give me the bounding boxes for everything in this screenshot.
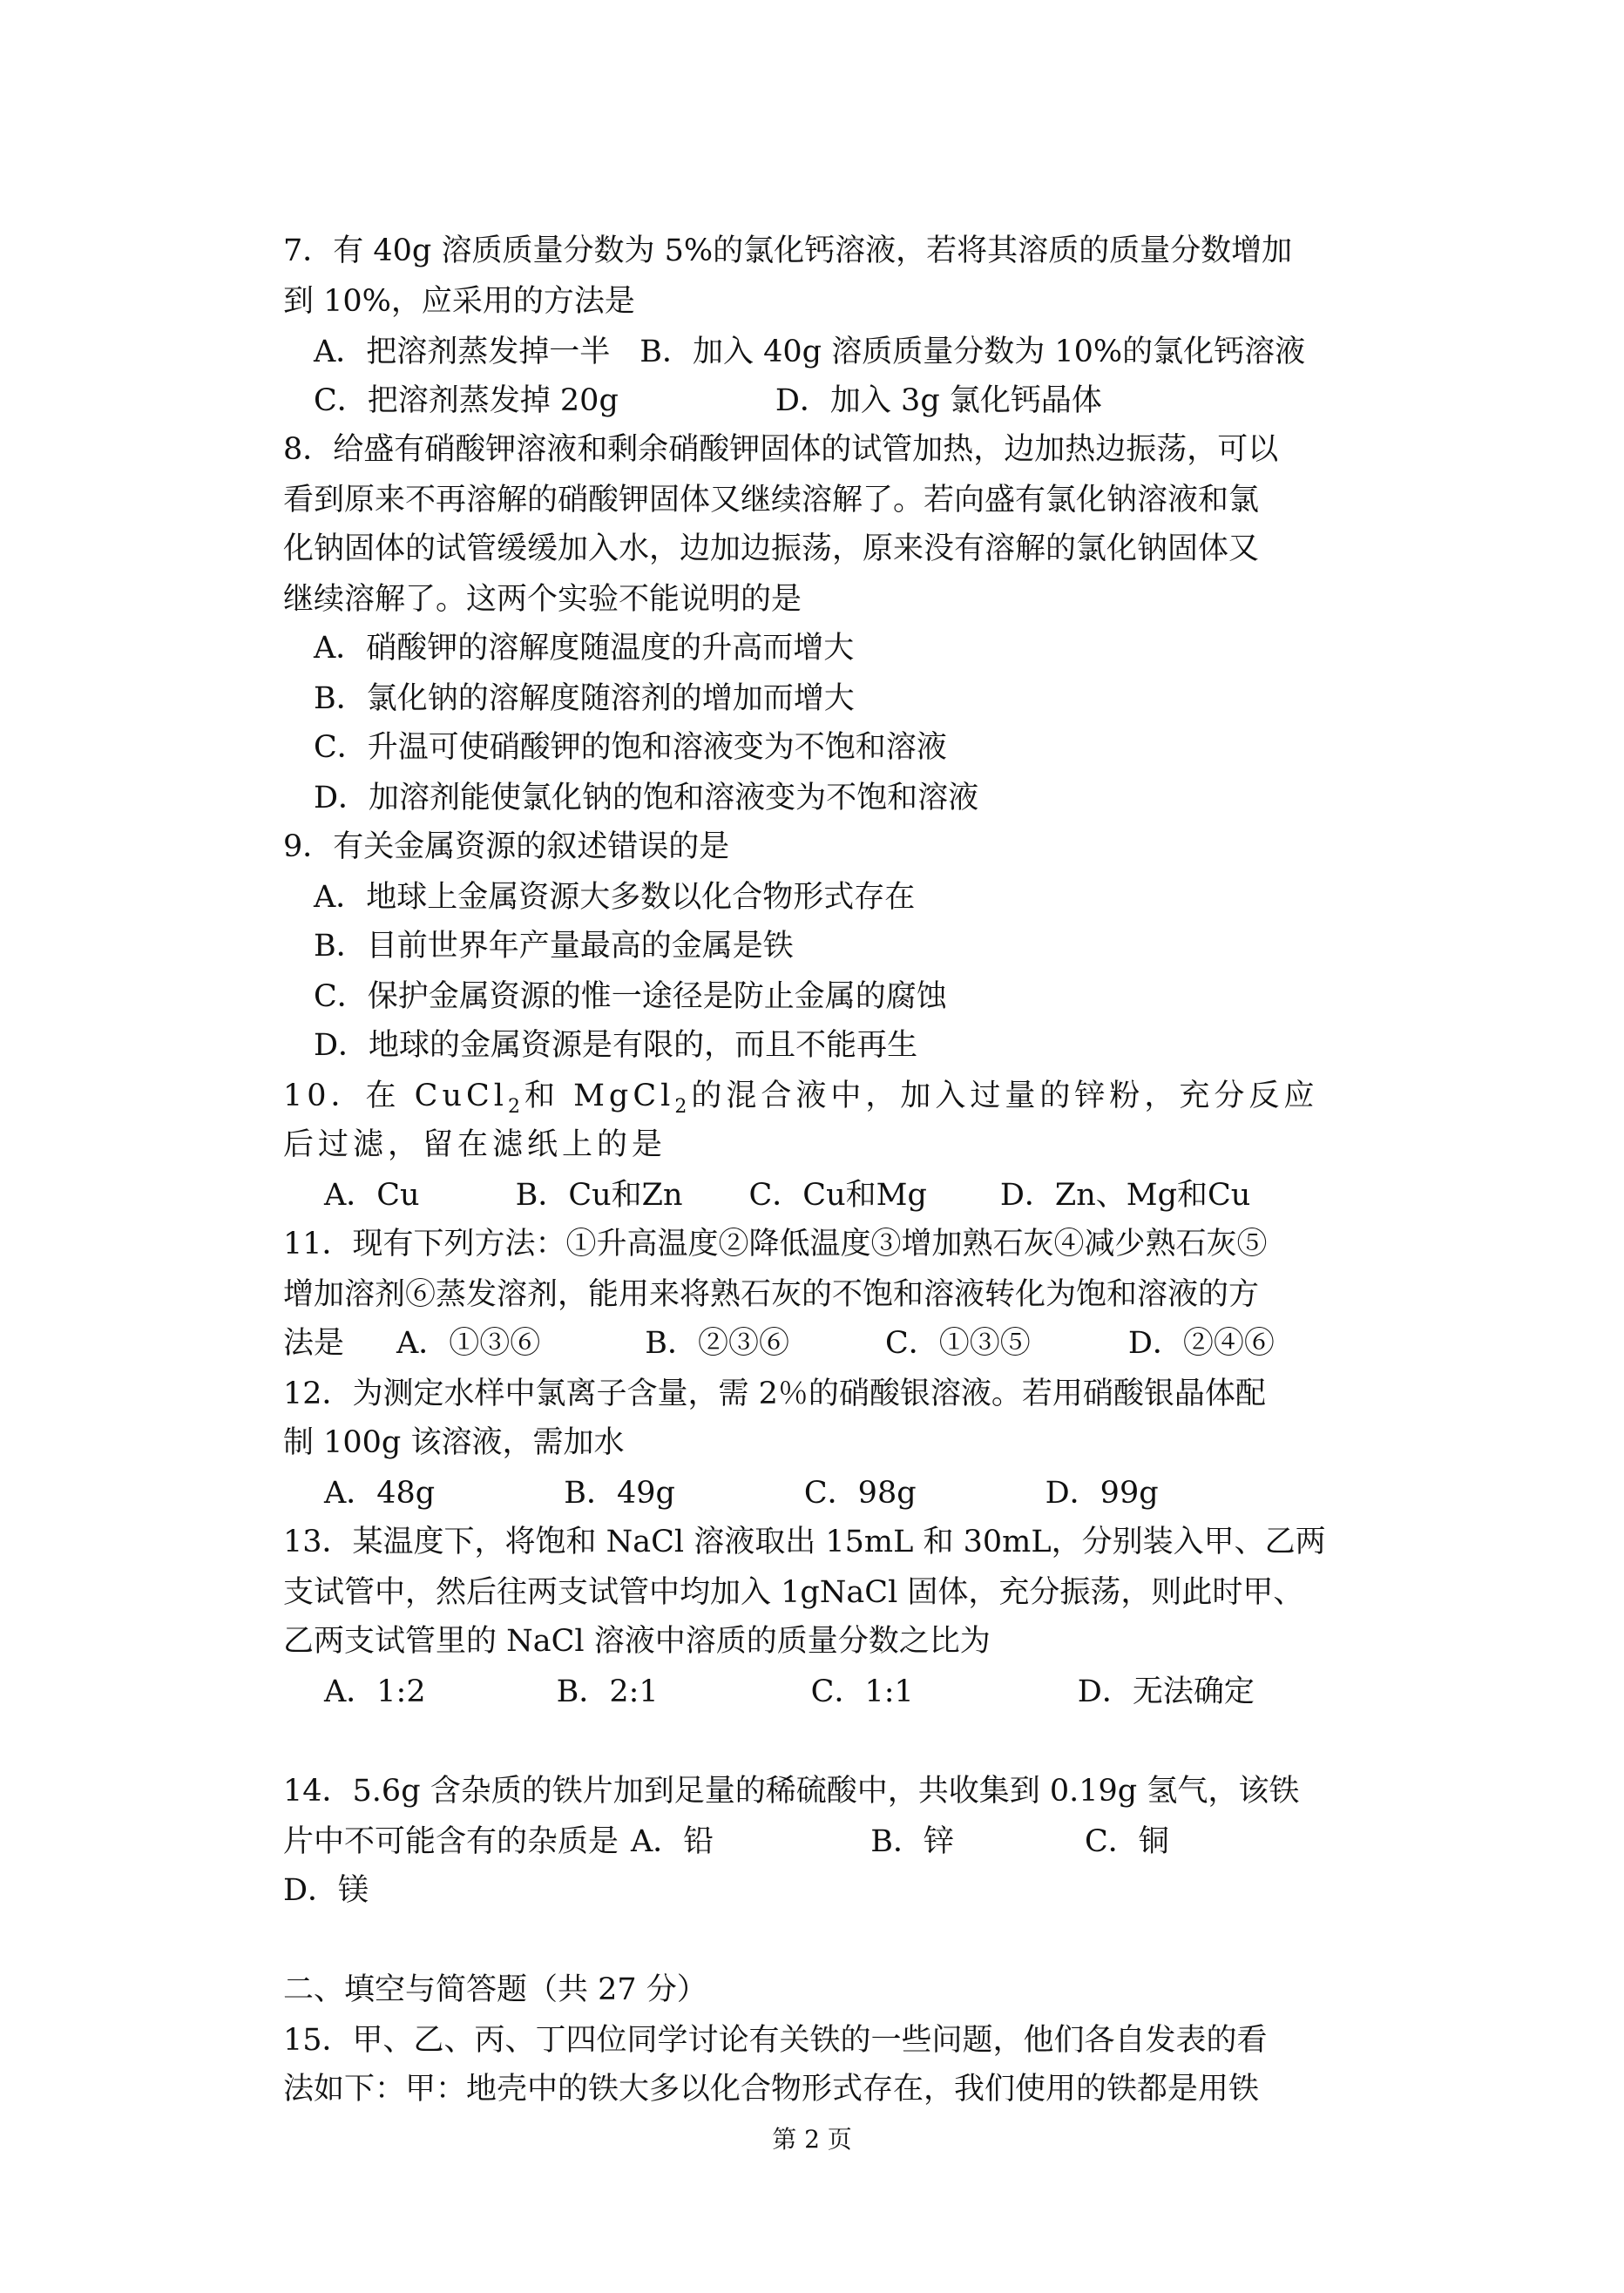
q11-option-c: C．①③⑤ (885, 1326, 1031, 1361)
q12-stem-line-1: 12．为测定水样中氯离子含量，需 2％的硝酸银溶液。若用硝酸银晶体配 (283, 1376, 1266, 1411)
q10-options-row (324, 1171, 1250, 1220)
q12-option-b: B．49g (564, 1476, 675, 1511)
q10-option-a: A．Cu (324, 1178, 420, 1213)
q13-options-row (324, 1667, 1255, 1716)
q9-option-c: C．保护金属资源的惟一途径是防止金属的腐蚀 (314, 979, 947, 1014)
q13-option-d: D．无法确定 (1077, 1674, 1255, 1709)
q10-stem-post: 的混合液中，加入过量的锌粉，充分反应 (691, 1079, 1319, 1113)
q10-subscript-cucl2: 2 (507, 1096, 524, 1118)
q13-stem-line-2: 支试管中，然后往两支试管中均加入 1gNaCl 固体，充分振荡，则此时甲、 (283, 1575, 1304, 1610)
q8-option-a: A．硝酸钾的溶解度随温度的升高而增大 (314, 631, 855, 666)
q12-options-row (324, 1469, 1159, 1518)
q10-option-d: D．Zn、Mg和Cu (999, 1178, 1251, 1213)
q13-stem-line-3: 乙两支试管里的 NaCl 溶液中溶质的质量分数之比为 (283, 1624, 991, 1659)
q12-option-d: D．99g (1045, 1476, 1159, 1511)
q14-option-a: A．铅 (631, 1824, 714, 1859)
q8-option-c: C．升温可使硝酸钾的饱和溶液变为不饱和溶液 (314, 730, 947, 765)
q12-option-c: C．98g (803, 1476, 917, 1511)
q10-option-b: B．Cu和Zn (515, 1178, 683, 1213)
q7-option-a: A．把溶剂蒸发掉一半 (314, 335, 611, 369)
q8-stem-line-1: 8．给盛有硝酸钾溶液和剩余硝酸钾固体的试管加热，边加热边振荡，可以 (283, 432, 1279, 467)
q9-option-b: B．目前世界年产量最高的金属是铁 (314, 929, 794, 964)
q8-option-d: D．加溶剂能使氯化钠的饱和溶液变为不饱和溶液 (314, 781, 979, 815)
q11-option-b: B．②③⑥ (645, 1326, 790, 1361)
q7-options-row-1 (314, 328, 1305, 376)
q12-option-a: A．48g (324, 1476, 436, 1511)
q9-option-d: D．地球的金属资源是有限的，而且不能再生 (314, 1028, 918, 1063)
q11-option-d: D．②④⑥ (1127, 1326, 1275, 1361)
q14-option-b: B．锌 (870, 1824, 955, 1859)
q15-stem-line-1: 15．甲、乙、丙、丁四位同学讨论有关铁的一些问题，他们各自发表的看 (283, 2023, 1268, 2058)
q13-stem-line-1: 13．某温度下，将饱和 NaCl 溶液取出 15mL 和 30mL，分别装入甲、乙两 (283, 1525, 1326, 1559)
q7-stem-line-1: 7．有 40g 溶质质量分数为 5%的氯化钙溶液，若将其溶质的质量分数增加 (283, 233, 1293, 268)
section-heading: 二、填空与简答题（共 27 分） (283, 1972, 707, 2007)
q11-stem-line-1: 11．现有下列方法：①升高温度②降低温度③增加熟石灰④减少熟石灰⑤ (283, 1227, 1268, 1261)
q13-option-c: C．1:1 (810, 1674, 914, 1709)
q15-stem-line-2: 法如下：甲：地壳中的铁大多以化合物形式存在，我们使用的铁都是用铁 (283, 2072, 1260, 2107)
q7-option-b: B．加入 40g 溶质质量分数为 10%的氯化钙溶液 (639, 335, 1306, 369)
q14-option-c: C．铜 (1085, 1824, 1169, 1859)
q8-option-b: B．氯化钠的溶解度随溶剂的增加而增大 (314, 681, 855, 716)
q7-option-d: D．加入 3g 氯化钙晶体 (775, 383, 1102, 418)
q9-stem: 9．有关金属资源的叙述错误的是 (283, 829, 730, 864)
page-number: 第 2 页 (772, 2125, 852, 2154)
q8-stem-line-4: 继续溶解了。这两个实验不能说明的是 (283, 582, 802, 617)
q14-option-d: D．镁 (283, 1873, 369, 1908)
q11-stem-line-3 (283, 1319, 1275, 1368)
q11-stem-end: 法是 (283, 1326, 345, 1361)
q14-stem-line-2 (283, 1817, 1169, 1866)
q13-option-b: B．2:1 (556, 1674, 659, 1709)
q7-stem-line-2: 到 10%，应采用的方法是 (283, 284, 635, 319)
q10-stem-pre: 10．在 CuCl (283, 1079, 508, 1113)
q10-stem-line-2: 后过滤，留在滤纸上的是 (283, 1127, 667, 1162)
q7-options-row-2 (314, 376, 1102, 425)
q7-option-c: C．把溶剂蒸发掉 20g (314, 383, 619, 418)
q8-stem-line-3: 化钠固体的试管缓缓加入水，边加边振荡，原来没有溶解的氯化钠固体又 (283, 531, 1260, 566)
q14-stem-end: 片中不可能含有的杂质是 (283, 1824, 619, 1859)
q10-subscript-mgcl2: 2 (674, 1096, 692, 1118)
q10-stem-line-1 (283, 1072, 1318, 1120)
q10-option-c: C．Cu和Mg (748, 1178, 927, 1213)
q10-stem-mid: 和 MgCl (524, 1079, 675, 1113)
q12-stem-line-2: 制 100g 该溶液，需加水 (283, 1425, 625, 1460)
q14-stem-line-1: 14．5.6g 含杂质的铁片加到足量的稀硫酸中，共收集到 0.19g 氢气，该铁 (283, 1774, 1300, 1809)
q13-option-a: A．1:2 (324, 1674, 426, 1709)
q11-stem-line-2: 增加溶剂⑥蒸发溶剂，能用来将熟石灰的不饱和溶液转化为饱和溶液的方 (283, 1277, 1260, 1312)
q9-option-a: A．地球上金属资源大多数以化合物形式存在 (314, 880, 916, 915)
q8-stem-line-2: 看到原来不再溶解的硝酸钾固体又继续溶解了。若向盛有氯化钠溶液和氯 (283, 483, 1260, 517)
q11-option-a: A．①③⑥ (396, 1326, 541, 1361)
